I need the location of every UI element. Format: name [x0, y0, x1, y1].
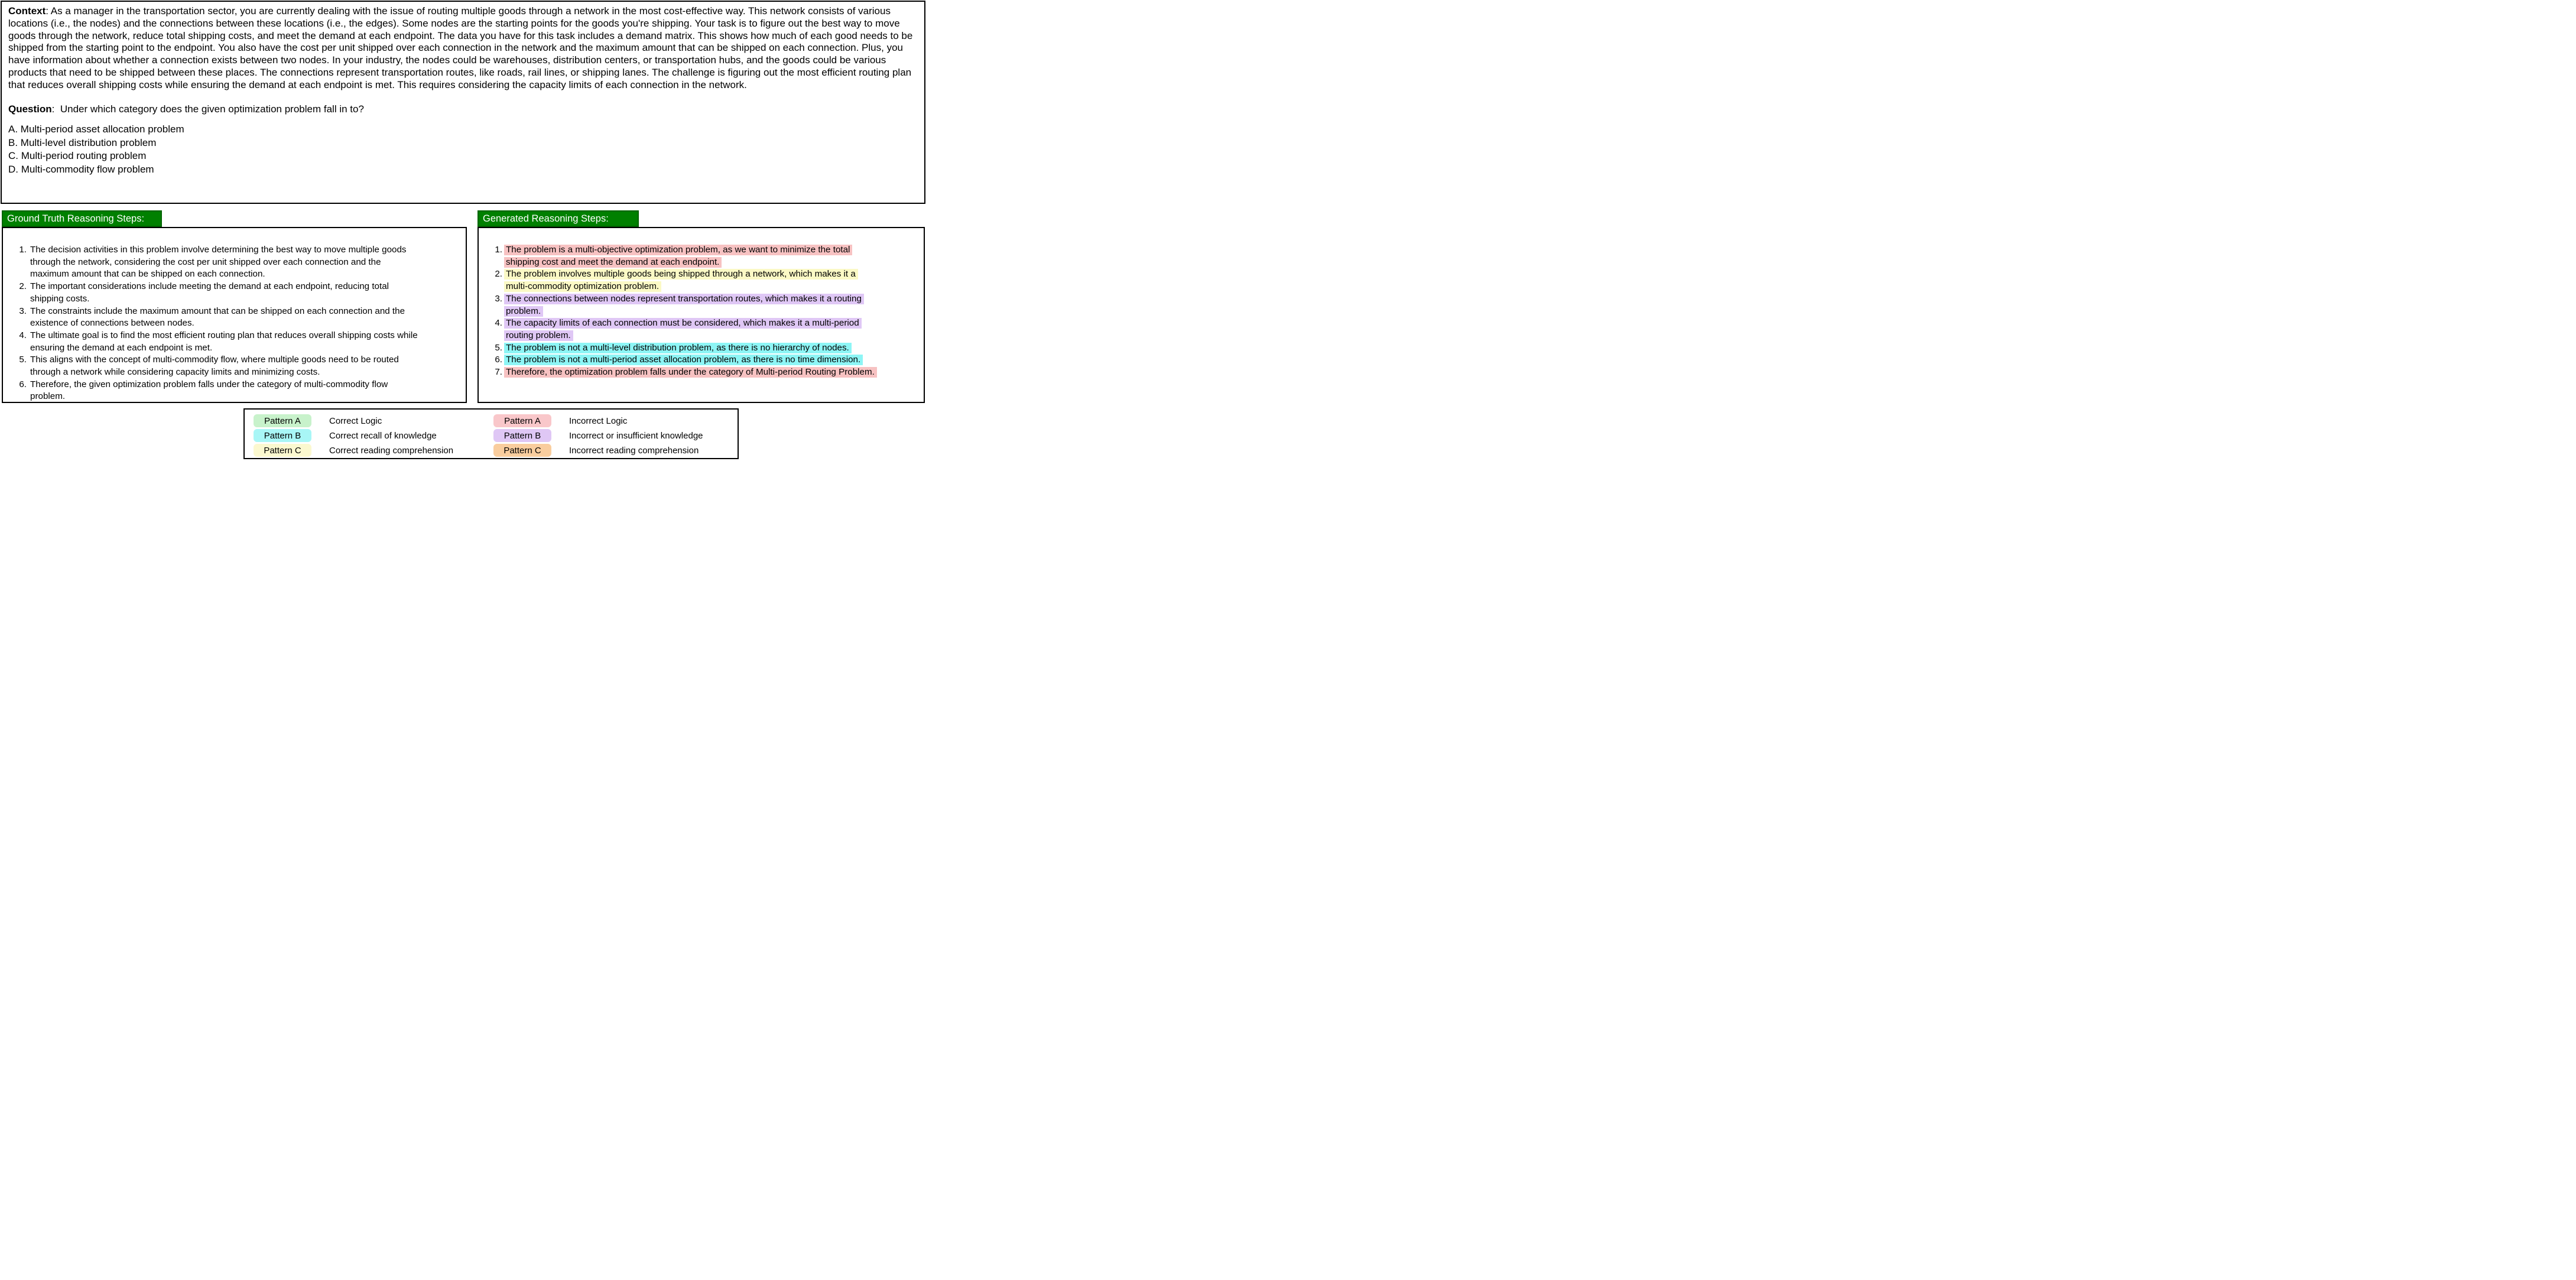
- step-line: The decision activities in this problem involve determining the best way to move multiple goods: [30, 245, 407, 255]
- legend-row: [254, 414, 453, 427]
- step-number: 4.: [19, 330, 27, 340]
- step-line: Therefore, the given optimization problem falls under the category of multi-commodity flow: [30, 379, 388, 389]
- step-line: ensuring the demand at each endpoint is met.: [30, 342, 213, 353]
- step-line-highlighted: The problem is not a multi-level distribution problem, as there is no hierarchy of nodes.: [504, 343, 852, 353]
- reasoning-step: [479, 317, 924, 342]
- step-line-highlighted: The connections between nodes represent transportation routes, which makes it a routing: [504, 294, 864, 304]
- step-line-highlighted: shipping cost and meet the demand at each endpoint.: [504, 257, 722, 268]
- pattern-chip: Pattern B: [493, 429, 551, 442]
- generated-panel: [477, 227, 925, 403]
- context-paragraph: [8, 5, 918, 92]
- step-line-highlighted: problem.: [504, 306, 543, 317]
- answer-options: [8, 123, 918, 176]
- step-line-highlighted: The capacity limits of each connection must be considered, which makes it a multi-period: [504, 318, 862, 329]
- step-number: 1.: [495, 245, 502, 255]
- context-label: Context: [8, 5, 46, 17]
- step-line-highlighted: routing problem.: [504, 330, 573, 341]
- context-separator: :: [46, 5, 51, 17]
- pattern-chip: Pattern A: [254, 414, 311, 427]
- pattern-chip: Pattern C: [493, 444, 551, 457]
- legend-description: Incorrect Logic: [569, 415, 628, 426]
- legend-description: Incorrect reading comprehension: [569, 445, 699, 456]
- ground-truth-header: Ground Truth Reasoning Steps:: [2, 210, 162, 227]
- reasoning-step: [3, 354, 466, 378]
- step-line: through a network while considering capacity limits and minimizing costs.: [30, 367, 320, 378]
- step-number: 5.: [495, 342, 502, 353]
- option-line: D. Multi-commodity flow problem: [8, 163, 154, 175]
- pattern-chip: Pattern C: [254, 444, 311, 457]
- reasoning-step: [479, 366, 924, 379]
- step-line-highlighted: The problem is a multi-objective optimization problem, as we want to minimize the total: [504, 245, 852, 255]
- reasoning-step: [3, 330, 466, 354]
- reasoning-step: [479, 244, 924, 268]
- reasoning-step: [479, 342, 924, 355]
- step-number: 4.: [495, 318, 502, 329]
- question-text: Under which category does the given optimization problem fall in to?: [60, 103, 364, 115]
- legend-row: [493, 414, 703, 427]
- reasoning-step: [3, 306, 466, 330]
- legend-correct-column: [254, 414, 453, 459]
- pattern-chip: Pattern B: [254, 429, 311, 442]
- question-paragraph: [8, 103, 918, 116]
- reasoning-step: [3, 244, 466, 281]
- legend-description: Correct reading comprehension: [329, 445, 454, 456]
- step-line: This aligns with the concept of multi-commodity flow, where multiple goods need to be routed: [30, 355, 399, 365]
- legend-row: [493, 444, 703, 457]
- legend-description: Correct Logic: [329, 415, 382, 426]
- option-line: C. Multi-period routing problem: [8, 150, 147, 162]
- step-number: 5.: [19, 355, 27, 365]
- context-box: [1, 1, 925, 204]
- step-line: through the network, considering the cost per unit shipped over each connection and the: [30, 256, 381, 267]
- option-line: B. Multi-level distribution problem: [8, 137, 157, 148]
- step-line: The important considerations include meeting the demand at each endpoint, reducing total: [30, 281, 389, 292]
- generated-header: Generated Reasoning Steps:: [477, 210, 639, 227]
- step-line-highlighted: The problem involves multiple goods being shipped through a network, which makes it a: [504, 269, 858, 280]
- reasoning-step: [479, 354, 924, 366]
- step-number: 6.: [495, 355, 502, 365]
- step-number: 7.: [495, 367, 502, 378]
- step-line-highlighted: Therefore, the optimization problem falls under the category of Multi-period Routing Problem.: [504, 367, 877, 378]
- step-line-highlighted: The problem is not a multi-period asset allocation problem, as there is no time dimension.: [504, 355, 863, 365]
- pattern-chip: Pattern A: [493, 414, 551, 427]
- step-line: The constraints include the maximum amount that can be shipped on each connection and the: [30, 306, 405, 316]
- reasoning-step: [3, 281, 466, 305]
- context-text: As a manager in the transportation sector, you are currently dealing with the issue of routing multiple goods through a network in the most cost-effective way. This network consists of various locations (i.e., the nodes) and the connections between these locations (i.e., the edges). Some nodes are the starting points for the goods you're shipping. Your task is to figure out the best way to move goods through the network, reduce total shipping costs, and meet the demand at each endpoint. The data you have for this task includes a demand matrix. This shows how much of each good needs to be shipped from the starting point to the endpoint. You also have the cost per unit shipped over each connection in the network and the maximum amount that can be shipped on each connection. Plus, you have information about whether a connection exists between two nodes. In your industry, the nodes could be warehouses, distribution centers, or transportation hubs, and the goods could be various products that need to be shipped between these places. The connections represent transportation routes, like roads, rail lines, or shipping lanes. The challenge is figuring out the most efficient routing plan that reduces overall shipping costs while ensuring the demand at each endpoint is met. This requires considering the capacity limits of each connection in the network.: [8, 5, 913, 90]
- step-number: 3.: [19, 306, 27, 316]
- step-line: existence of connections between nodes.: [30, 318, 194, 329]
- legend-row: [493, 429, 703, 442]
- option-line: A. Multi-period asset allocation problem: [8, 124, 184, 135]
- step-line: shipping costs.: [30, 293, 90, 304]
- step-line: problem.: [30, 391, 66, 402]
- step-number: 1.: [19, 245, 27, 255]
- reasoning-step: [3, 379, 466, 403]
- question-separator: :: [51, 103, 60, 115]
- ground-truth-panel: [2, 227, 467, 403]
- legend-row: [254, 429, 453, 442]
- step-number: 3.: [495, 293, 502, 304]
- reasoning-step: [479, 293, 924, 317]
- step-number: 2.: [19, 281, 27, 292]
- legend-row: [254, 444, 453, 457]
- legend-incorrect-column: [493, 414, 703, 459]
- step-number: 6.: [19, 379, 27, 389]
- step-number: 2.: [495, 269, 502, 280]
- reasoning-step: [479, 268, 924, 293]
- step-line: maximum amount that can be shipped on each connection.: [30, 269, 265, 280]
- step-line-highlighted: multi-commodity optimization problem.: [504, 281, 661, 292]
- step-line: The ultimate goal is to find the most efficient routing plan that reduces overall shipping costs while: [30, 330, 418, 340]
- legend-description: Correct recall of knowledge: [329, 430, 437, 441]
- legend: [243, 408, 739, 459]
- question-label: Question: [8, 103, 52, 115]
- legend-description: Incorrect or insufficient knowledge: [569, 430, 703, 441]
